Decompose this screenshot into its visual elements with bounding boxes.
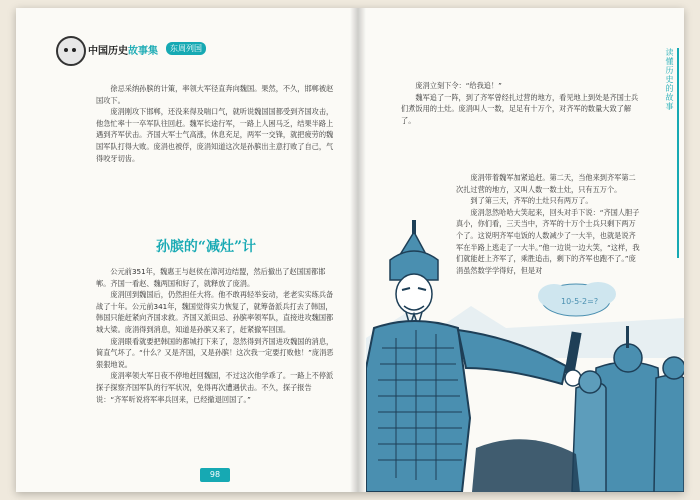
text-block-bottom <box>96 266 336 405</box>
paragraph: 庞涓眼看就要把韩国的都城打下来了，忽然得到齐国进攻魏国的消息，简直气坏了。“什么？又是齐国，又是孙膑！这次我一定要打败他！”庞涓恶狠狠地说。 <box>96 336 334 369</box>
paragraph: 庞涓刚攻下邯郸，还没来得及喘口气，就听说魏国国都受到齐国攻击，他急忙率十一卒军队往回赶。魏军长途行军，一路上人困马乏，结果半路上遇到齐军伏击。齐国大军士气高涨，休息充足，两军一交锋，就把疲劳的魏国军队打得大败。庞涓也被俘，庞涓知道这次是孙膑出主意打败了自己，气得咬牙切齿。 <box>96 107 334 163</box>
section-title: 孙膑的“减灶”计 <box>155 239 257 255</box>
series-title <box>88 42 158 57</box>
book-spread <box>16 8 684 492</box>
text-block-top <box>96 83 336 164</box>
thought-cloud-icon <box>538 282 616 316</box>
vertical-section-title: 读懂历史的故事 <box>665 48 674 111</box>
page-header <box>56 36 316 60</box>
paragraph: 庞涓立刻下令：“给我追！” <box>415 81 502 90</box>
cloud-text: 10-5-2=? <box>561 297 599 306</box>
paragraph: 庞涓率领大军日夜不停地赶回魏国，不过这次他学乖了。一路上不停派探子探察齐国军队的行军状况，免得再次遭遇伏击。不久，探子报告说：“齐军听说将军率兵回来，已经撤退回国了。” <box>96 371 334 404</box>
armor-icon <box>366 321 470 492</box>
mascot-logo-icon <box>56 36 86 66</box>
paragraph: 徐忌采纳孙膑的计策，率领大军径直奔向魏国。果然，不久，邯郸被赵国攻下。 <box>96 84 334 105</box>
paragraph: 庞涓忽然哈哈大笑起来，回头对手下说：“齐国人胆子真小，你们看，三天当中，齐军的十万个士兵只剩下两万个了。这说明齐军屯饭的人数减少了一大半，也就是说齐军在半路上逃走了一大半。”他一边说一边大笑，“这样，我们就能赶上齐军了，乘胜追击，剩下的齐军也跑不了。”庞涓虽然数学学得好，但是对 <box>456 207 640 275</box>
text-block-top <box>401 80 641 126</box>
face-icon <box>396 274 432 314</box>
paragraph: 庞涓带着魏军加紧追赶。第二天，当他来到齐军第二次扎过营的地方，又叫人数一数土灶，只有五万个。 <box>456 173 636 194</box>
series-title-highlight: 故事集 <box>128 46 158 57</box>
paragraph: 到了第三天，齐军的土灶只有两万了。 <box>470 196 593 206</box>
series-subtitle-badge: 东周列国 <box>166 42 206 55</box>
left-page <box>16 8 350 492</box>
page-number: 98 <box>200 468 230 482</box>
book-spine <box>350 8 366 492</box>
series-title-prefix: 中国历史 <box>88 46 128 57</box>
right-page <box>366 8 684 492</box>
paragraph: 公元前351年，魏惠王与赵侯在漳河边结盟，然后撤出了赵国国都邯郸。齐国一看赵、魏两国和好了，就释放了庞涓。 <box>96 267 326 288</box>
general-illustration <box>366 218 684 492</box>
paragraph: 魏军追了一阵，到了齐军曾经扎过营的地方，看见地上到处是齐国士兵们煮饭用的土灶。庞涓叫人一数，足足有十万个，对齐军的数量大致了解了。 <box>401 92 639 125</box>
paragraph: 庞涓回到魏国后，仍然担任大将。他不敢再轻举妄动，老老实实练兵备战了十年。公元前341年，魏国觉得实力恢复了，就筹备派兵打去了韩国，韩国只能赶紧向齐国求救。齐国又派田忌、孙膑率领军队，直接进攻魏国都城大梁。庞涓得到消息，知道是孙膑又来了，赶紧撤军回国。 <box>96 290 334 334</box>
